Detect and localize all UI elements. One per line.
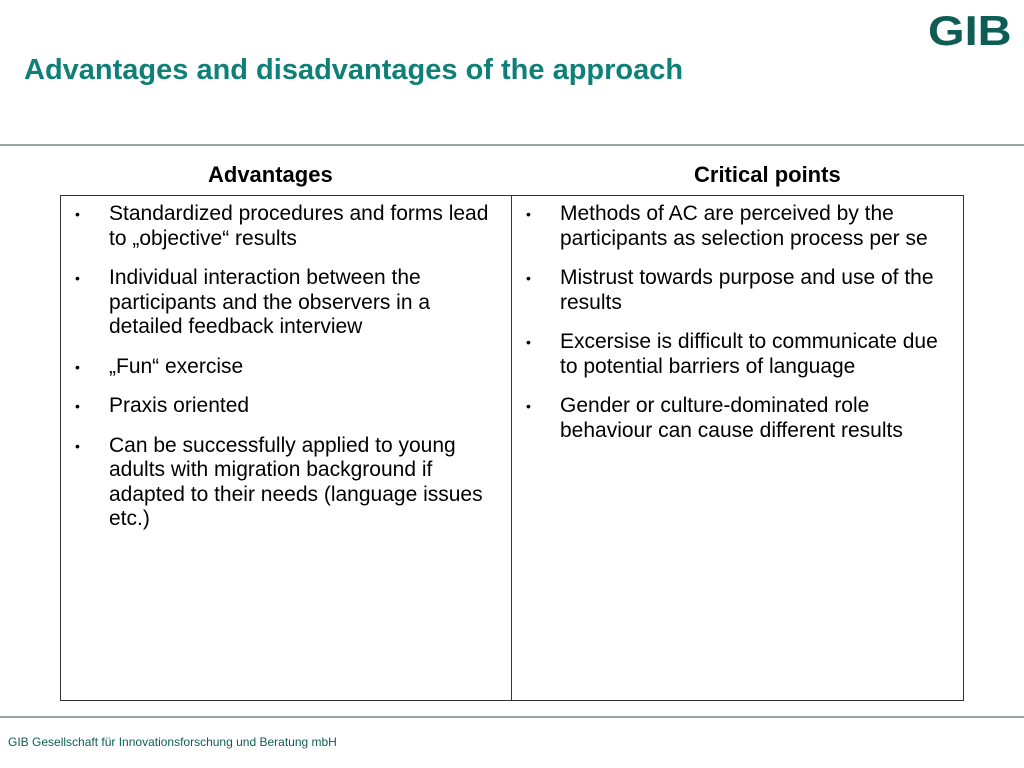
comparison-table	[60, 195, 964, 701]
slide-title: Advantages and disadvantages of the approach	[24, 54, 684, 86]
advantages-cell	[61, 196, 512, 700]
list-item	[67, 394, 505, 419]
list-item-text: „Fun“ exercise	[109, 354, 244, 378]
footer-divider	[0, 716, 1024, 718]
list-item-text: Methods of AC are perceived by the participants as selection process per se	[560, 202, 928, 250]
list-item	[518, 330, 957, 379]
header-divider	[0, 144, 1024, 146]
list-item-text: Individual interaction between the participants and the observers in a detailed feedback interview	[109, 266, 431, 338]
bullet-icon: •	[526, 334, 531, 350]
gib-logo: GIB	[928, 7, 1012, 54]
advantages-list	[67, 202, 505, 532]
list-item-text: Standardized procedures and forms lead to „objective“ results	[109, 202, 489, 250]
list-item	[67, 434, 505, 532]
critical-points-heading: Critical points	[694, 162, 841, 187]
critical-points-cell	[512, 196, 963, 700]
bullet-icon: •	[75, 206, 80, 222]
list-item	[67, 202, 505, 251]
bullet-icon: •	[75, 398, 80, 414]
critical-points-list	[518, 202, 957, 443]
bullet-icon: •	[526, 398, 531, 414]
bullet-icon: •	[75, 437, 80, 454]
list-item	[518, 266, 957, 315]
footer-text: GIB Gesellschaft für Innovationsforschung und Beratung mbH	[8, 735, 337, 749]
bullet-icon: •	[526, 206, 531, 222]
list-item-text: Praxis oriented	[109, 394, 250, 417]
bullet-icon: •	[75, 270, 80, 286]
list-item-text: Excersise is difficult to communicate due to potential barriers of language	[560, 330, 938, 378]
list-item-text: Mistrust towards purpose and use of the results	[560, 266, 934, 314]
advantages-heading: Advantages	[208, 162, 333, 187]
list-item	[67, 355, 505, 380]
list-item	[67, 266, 505, 340]
bullet-icon: •	[526, 270, 531, 286]
list-item	[518, 202, 957, 251]
list-item-text: Can be successfully applied to young adults with migration background if adapted to their needs (language issues etc.)	[109, 433, 483, 530]
bullet-icon: •	[75, 358, 80, 375]
list-item	[518, 394, 957, 443]
list-item-text: Gender or culture-dominated role behaviour can cause different results	[560, 394, 903, 442]
